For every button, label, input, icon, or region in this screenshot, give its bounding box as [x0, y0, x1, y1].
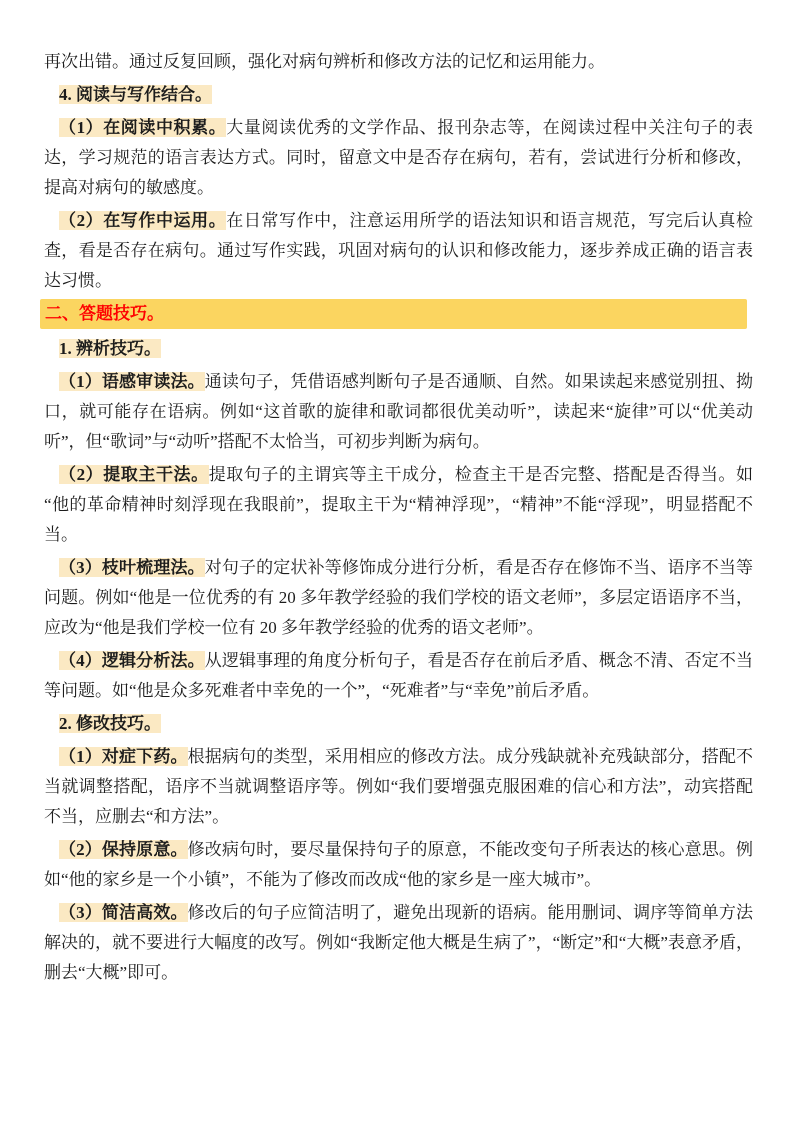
topic-label: （2）在写作中运用。	[59, 211, 227, 230]
banner-label: 二、答题技巧。	[45, 304, 164, 323]
paragraph-text: 在日常写作中，注意运用所学的语法知识和语言规范，写完后认真检查，看是否存在病句。通过写作实践，巩固对病句的认识和修改能力，逐步养成正确的语言表达习惯。	[44, 211, 754, 290]
paragraph-text: 通读句子，凭借语感判断句子是否通顺、自然。如果读起来感觉别扭、拗口，就可能存在语病。例如“这首歌的旋律和歌词都很优美动听”，读起来“旋律”可以“优美动听”，但“歌词”与“动听”搭配不太恰当，可初步判断为病句。	[44, 372, 754, 451]
paragraph	[44, 206, 753, 296]
section-heading	[44, 709, 753, 739]
paragraph	[44, 460, 753, 550]
paragraph-text: 从逻辑事理的角度分析句子，看是否存在前后矛盾、概念不清、否定不当等问题。如“他是众多死难者中幸免的一个”，“死难者”与“幸免”前后矛盾。	[44, 651, 754, 700]
paragraph	[44, 113, 753, 203]
paragraph-text: 再次出错。通过反复回顾，强化对病句辨析和修改方法的记忆和运用能力。	[44, 52, 605, 71]
paragraph	[44, 553, 753, 643]
topic-label: （1）对症下药。	[59, 747, 188, 766]
paragraph-text: 根据病句的类型，采用相应的修改方法。成分残缺就补充残缺部分，搭配不当就调整搭配，语序不当就调整语序等。例如“我们要增强克服困难的信心和方法”，动宾搭配不当，应删去“和方法”。	[44, 747, 754, 826]
section-banner	[40, 299, 747, 329]
topic-label: （3）简洁高效。	[59, 903, 188, 922]
paragraph	[44, 47, 753, 77]
topic-label: 4. 阅读与写作结合。	[59, 85, 212, 104]
section-heading	[44, 80, 753, 110]
paragraph-text: 大量阅读优秀的文学作品、报刊杂志等，在阅读过程中关注句子的表达，学习规范的语言表达方式。同时，留意文中是否存在病句，若有，尝试进行分析和修改，提高对病句的敏感度。	[44, 118, 754, 197]
paragraph-text: 修改后的句子应简洁明了，避免出现新的语病。能用删词、调序等简单方法解决的，就不要进行大幅度的改写。例如“我断定他大概是生病了”，“断定”和“大概”表意矛盾，删去“大概”即可。	[44, 903, 754, 982]
topic-label: （1）语感审读法。	[59, 372, 205, 391]
paragraph	[44, 898, 753, 988]
section-heading	[44, 334, 753, 364]
paragraph	[44, 367, 753, 457]
topic-label: （1）在阅读中积累。	[59, 118, 227, 137]
topic-label: 1. 辨析技巧。	[59, 339, 161, 358]
topic-label: （4）逻辑分析法。	[59, 651, 205, 670]
paragraph-text: 提取句子的主谓宾等主干成分，检查主干是否完整、搭配是否得当。如“他的革命精神时刻浮现在我眼前”，提取主干为“精神浮现”，“精神”不能“浮现”，明显搭配不当。	[44, 465, 754, 544]
paragraph	[44, 835, 753, 895]
topic-label: （2）提取主干法。	[59, 465, 209, 484]
topic-label: （2）保持原意。	[59, 840, 188, 859]
topic-label: （3）枝叶梳理法。	[59, 558, 205, 577]
paragraph-text: 修改病句时，要尽量保持句子的原意，不能改变句子所表达的核心意思。例如“他的家乡是一个小镇”，不能为了修改而改成“他的家乡是一座大城市”。	[44, 840, 754, 889]
paragraph	[44, 646, 753, 706]
paragraph-text: 对句子的定状补等修饰成分进行分析，看是否存在修饰不当、语序不当等问题。例如“他是一位优秀的有 20 多年教学经验的我们学校的语文老师”，多层定语语序不当，应改为“他是我们学校一位有 20 多年教学经验的优秀的语文老师”。	[44, 558, 754, 637]
paragraph	[44, 742, 753, 832]
topic-label: 2. 修改技巧。	[59, 714, 161, 733]
